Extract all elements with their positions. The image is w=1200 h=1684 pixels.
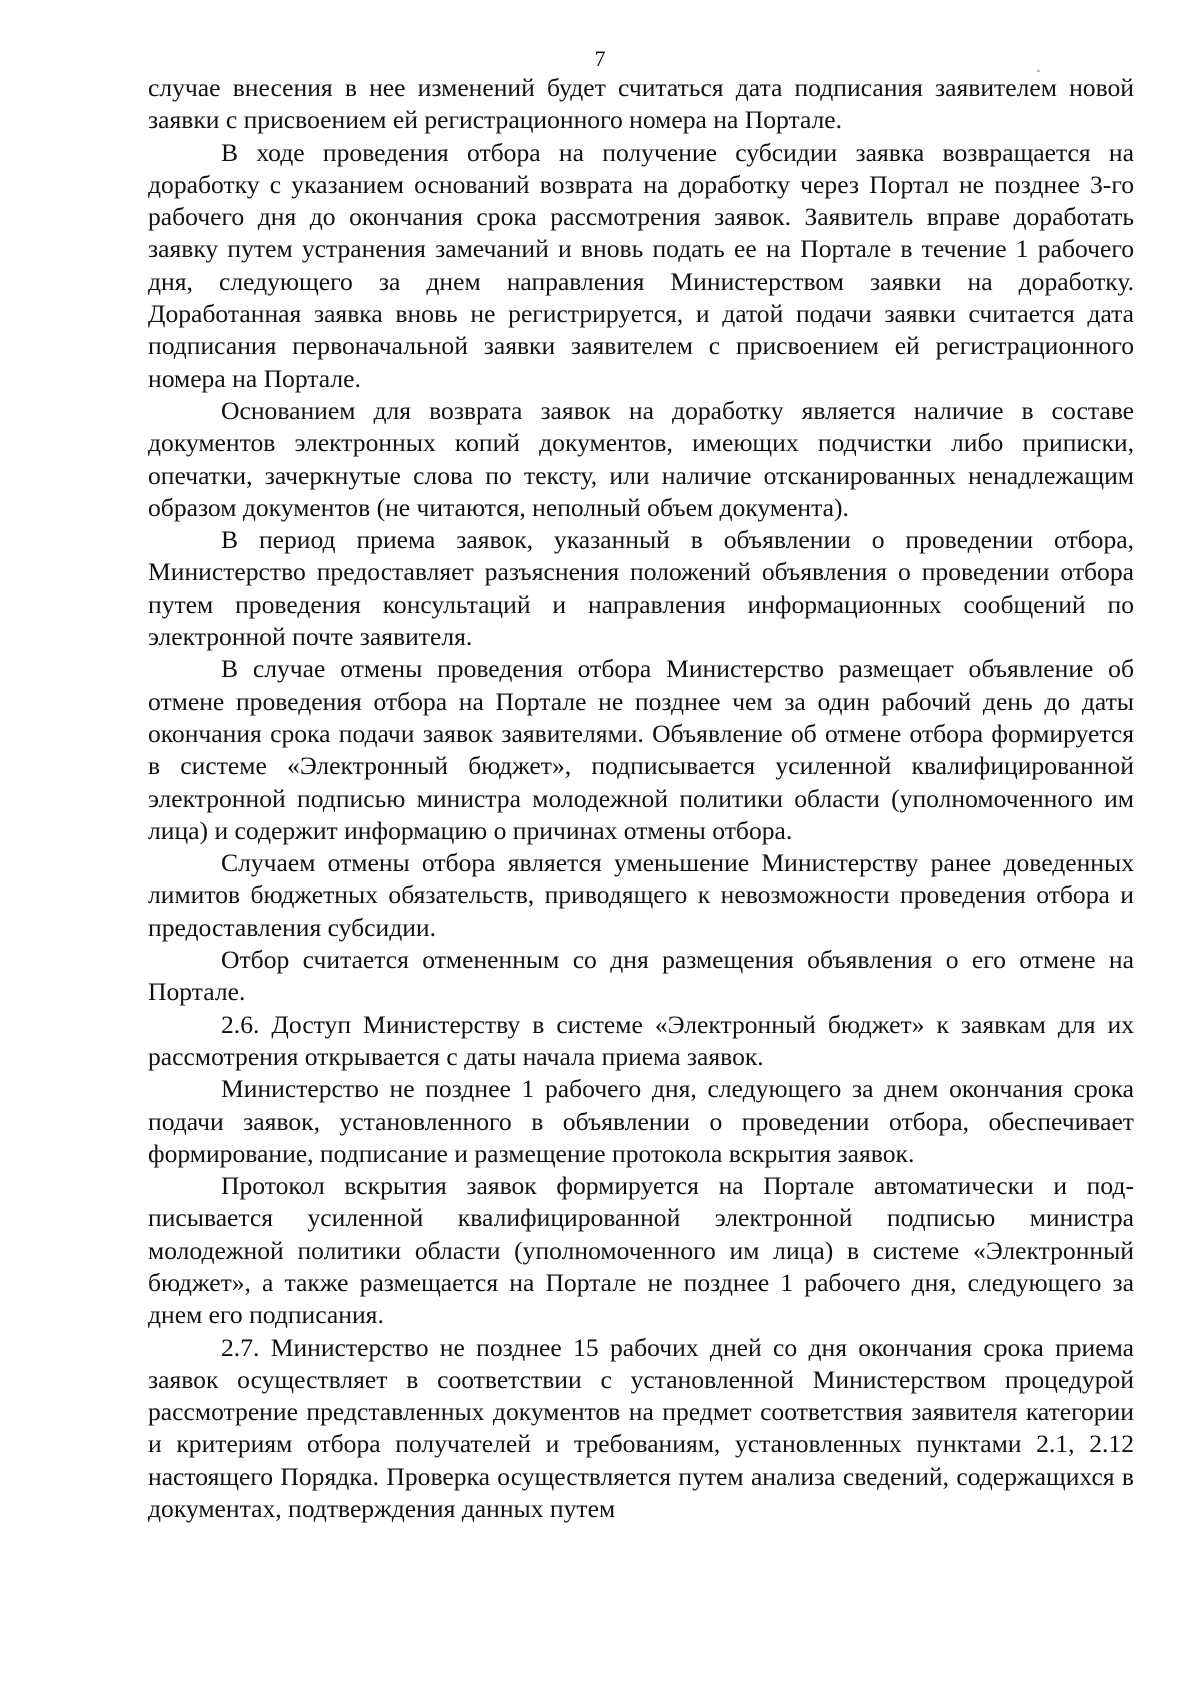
paragraph-return-grounds: Основанием для возврата заявок на доработку является наличие в составе документов электронных копий документов, имеющих подчистки либо приписки, опечатки, зачеркнутые слова по тексту, или наличие отсканированных ненадлежащим образом документов (не читаются, неполный объем документа). — [148, 395, 1134, 522]
paragraph-cancellation-case: Случаем отмены отбора является уменьшение Министерству ранее доведенных лимитов бюджетных обязательств, приводящего к невозможности проведения отбора и предоставления субсидии. — [148, 848, 1134, 942]
paragraph-protocol-signing: Протокол вскрытия заявок формируется на Портале автоматически и подписывается усиленной квалифицированной электронной подписью министра молодежной политики области (уполномоченного им лица) в системе «Электронный бюджет», а также размещается на Портале не позднее 1 рабочего дня, следующего за днем его подписания. — [148, 1171, 1134, 1330]
paragraph-continuation: случае внесения в нее изменений будет считаться дата подписания заявителем новой заявки с присвоением ей регистрационного номера на Портале. — [148, 73, 1134, 135]
paragraph-section-2-7: 2.7. Министерство не позднее 15 рабочих дней со дня окончания срока приема заявок осуществляет в соответствии с установленной Министерством процедурой рассмотрение представленных документов на предмет соответствия заявителя категории и критериям отбора получателей и требованиям, установленных пунктами 2.1, 2.12 настоящего Порядка. Проверка осуществляется путем анализа сведений, содержащихся в документах, подтверждения данных путем — [148, 1332, 1134, 1524]
paragraph-return-for-revision: В ходе проведения отбора на получение субсидии заявка возвращается на доработку с указанием оснований возврата на доработку через Портал не позднее 3-го рабочего дня до окончания срока рассмотрения заявок. Заявитель вправе доработать заявку путем устранения замечаний и вновь подать ее на Портале в течение 1 рабочего дня, следующего за днем направления Министерством заявки на доработку. Доработанная заявка вновь не регистрируется, и датой подачи заявки считается дата подписания первоначальной заявки заявителем с присвоением ей регистрационного номера на Портале. — [148, 137, 1134, 393]
paragraph-cancellation-effective: Отбор считается отмененным со дня размещения объявления о его отмене на Портале. — [148, 945, 1134, 1007]
paragraph-opening-protocol: Министерство не позднее 1 рабочего дня, следующего за днем окончания срока подачи заявок, установленного в объявлении о проведении отбора, обеспечивает формирование, подписание и размещение протокола вскрытия заявок. — [148, 1074, 1134, 1168]
paragraph-cancellation: В случае отмены проведения отбора Министерство размещает объявление об отмене проведения отбора на Портале не позднее чем за один рабочий день до даты окончания срока подачи заявок заявителями. Объявление об отмене отбора формируется в системе «Электронный бюджет», подписывается усиленной квалифицированной электронной подписью министра молодежной политики области (уполномоченного им лица) и содержит информацию о причинах отмены отбора. — [148, 654, 1134, 845]
paragraph-section-2-6: 2.6. Доступ Министерству в системе «Электронный бюджет» к заявкам для их рассмотрения открывается с даты начала приема заявок. — [148, 1009, 1134, 1071]
document-body — [148, 72, 1134, 1525]
paragraph-clarifications: В период приема заявок, указанный в объявлении о проведении отбора, Министерство предоставляет разъяснения положений объявления о проведении отбора путем проведения консультаций и направления информационных сообщений по электронной почте заявителя. — [148, 525, 1134, 652]
page-number: 7 — [594, 46, 606, 71]
